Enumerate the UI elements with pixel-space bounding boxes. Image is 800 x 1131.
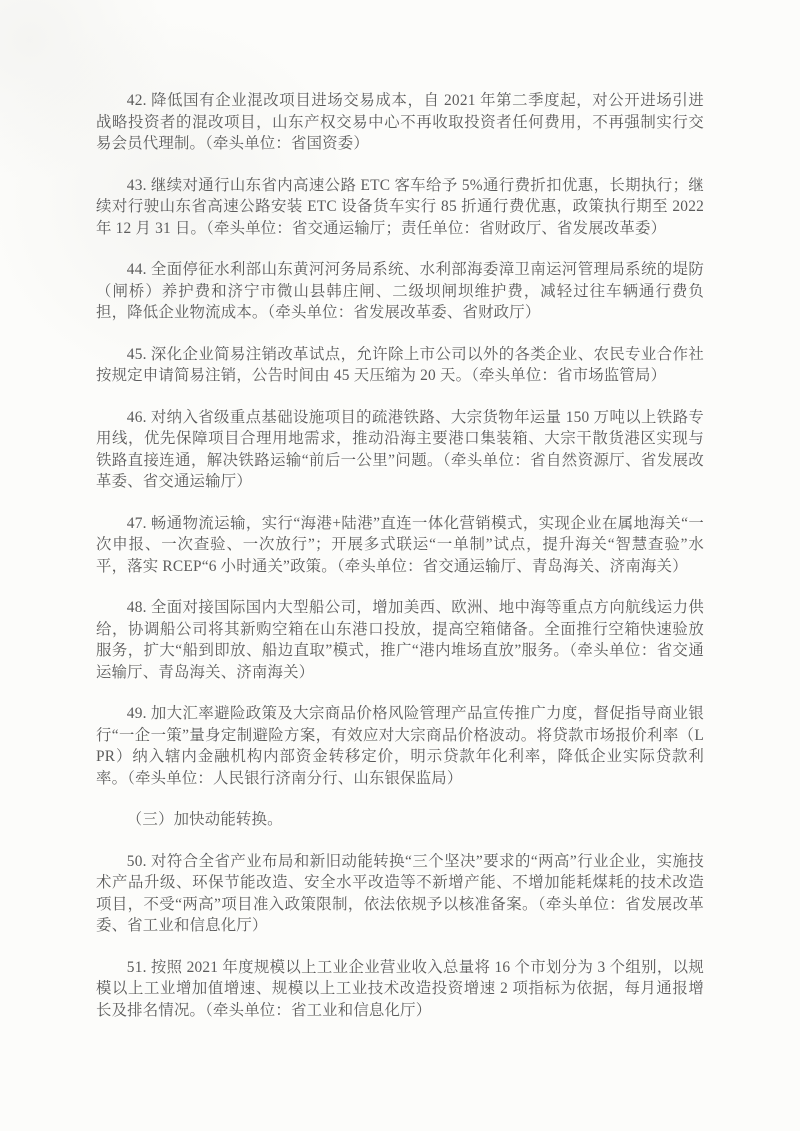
policy-item-51: 51. 按照 2021 年度规模以上工业企业营业收入总量将 16 个市划分为 3 个组别，以规模以上工业增加值增速、规模以上工业技术改造投资增速 2 项指标为依据，每月通报增长及排名情况。（牵头单位：省工业和信息化厅） <box>96 958 704 1019</box>
policy-item-46: 46. 对纳入省级重点基础设施项目的疏港铁路、大宗货物年运量 150 万吨以上铁路专用线，优先保障项目合理用地需求，推动沿海主要港口集装箱、大宗干散货港区实现与铁路直接连通，解决铁路运输“前后一公里”问题。（牵头单位：省自然资源厅、省发展改革委、省交通运输厅） <box>96 408 704 490</box>
policy-item-48: 48. 全面对接国际国内大型船公司，增加美西、欧洲、地中海等重点方向航线运力供给，协调船公司将其新购空箱在山东港口投放，提高空箱储备。全面推行空箱快速验放服务，扩大“船到即放、船边直取”模式，推广“港内堆场直放”服务。（牵头单位：省交通运输厅、青岛海关、济南海关） <box>96 599 704 681</box>
policy-item-50: 50. 对符合全省产业布局和新旧动能转换“三个坚决”要求的“两高”行业企业，实施技术产品升级、环保节能改造、安全水平改造等不新增产能、不增加能耗煤耗的技术改造项目，不受“两高”项目准入政策限制，依法依规予以核准备案。（牵头单位：省发展改革委、省工业和信息化厅） <box>96 852 704 934</box>
document-content <box>96 90 704 1021</box>
policy-item-49: 49. 加大汇率避险政策及大宗商品价格风险管理产品宣传推广力度，督促指导商业银行“一企一策”量身定制避险方案，有效应对大宗商品价格波动。将贷款市场报价利率（LPR）纳入辖内金融机构内部资金转移定价，明示贷款年化利率，降低企业实际贷款利率。（牵头单位：人民银行济南分行、山东银保监局） <box>96 705 704 787</box>
policy-item-42: 42. 降低国有企业混改项目进场交易成本，自 2021 年第二季度起，对公开进场引进战略投资者的混改项目，山东产权交易中心不再收取投资者任何费用，不再强制实行交易会员代理制。（牵头单位：省国资委） <box>96 92 704 152</box>
section-heading-三: （三）加快动能转换。 <box>126 811 283 828</box>
policy-item-44: 44. 全面停征水利部山东黄河河务局系统、水利部海委漳卫南运河管理局系统的堤防（闸桥）养护费和济宁市微山县韩庄闸、二级坝闸坝维护费，减轻过往车辆通行费负担，降低企业物流成本。（牵头单位：省发展改革委、省财政厅） <box>96 261 704 321</box>
policy-item-43: 43. 继续对通行山东省内高速公路 ETC 客车给予 5%通行费折扣优惠，长期执行；继续对行驶山东省高速公路安装 ETC 设备货车实行 85 折通行费优惠，政策执行期至 2022 年 12 月 31 日。（牵头单位：省交通运输厅；责任单位：省财政厅、省发展改革委） <box>96 176 704 237</box>
policy-item-45: 45. 深化企业简易注销改革试点，允许除上市公司以外的各类企业、农民专业合作社按规定申请简易注销，公告时间由 45 天压缩为 20 天。（牵头单位：省市场监管局） <box>96 345 704 384</box>
policy-item-47: 47. 畅通物流运输，实行“海港+陆港”直连一体化营销模式，实现企业在属地海关“一次申报、一次查验、一次放行”；开展多式联运“一单制”试点，提升海关“智慧查验”水平，落实 RCEP“6 小时通关”政策。（牵头单位：省交通运输厅、青岛海关、济南海关） <box>96 514 704 575</box>
